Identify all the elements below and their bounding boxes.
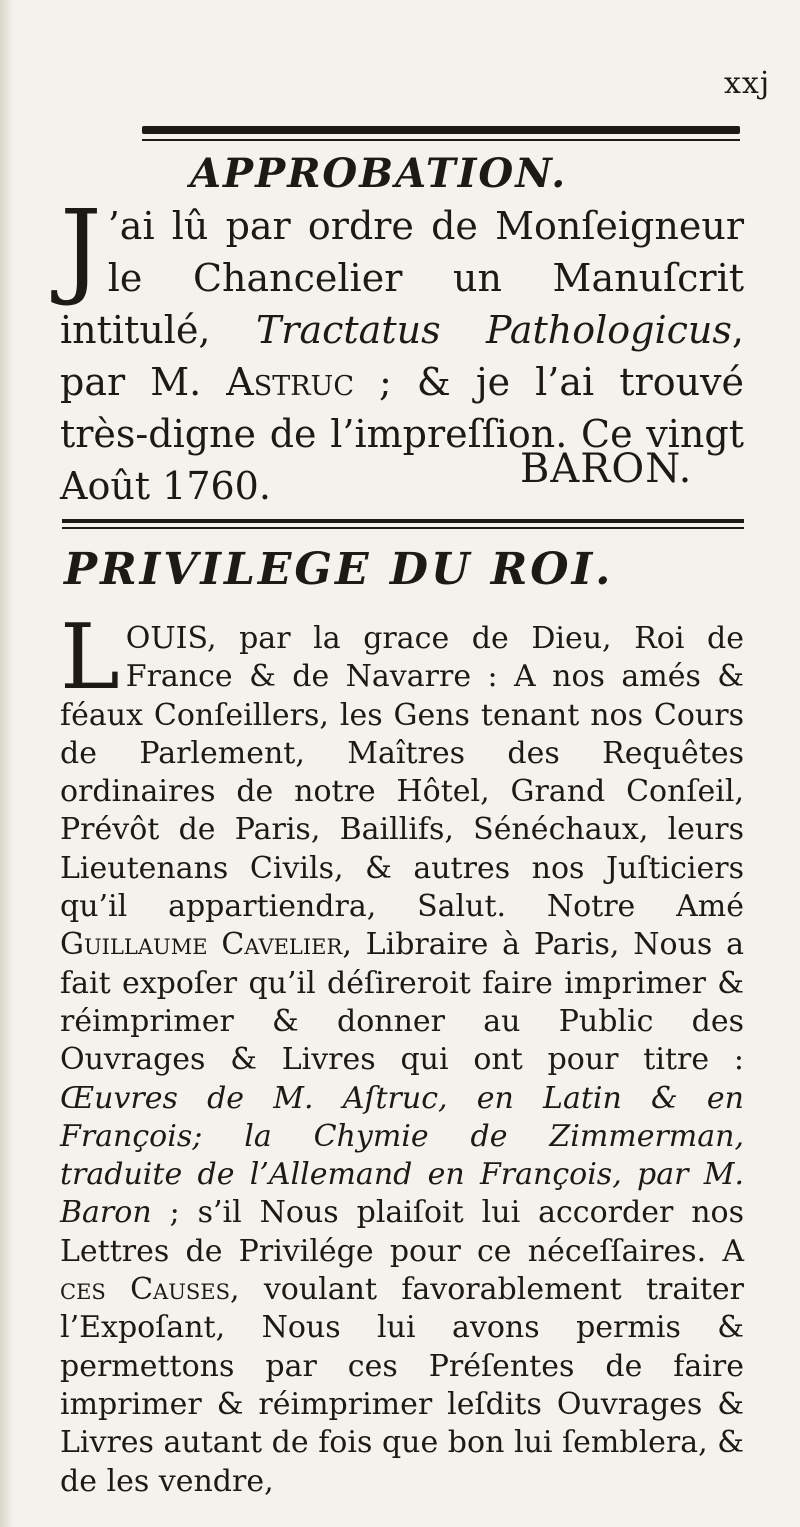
privilege-text (60, 605, 744, 1501)
header-rule-thick (142, 126, 740, 134)
causes-text: ces Causes (60, 1272, 230, 1308)
bookseller-name: Guillaume Cavelier (60, 927, 343, 963)
privilege-dropcap: L (60, 605, 120, 710)
author-name: Astruc (226, 360, 354, 404)
page-number: xxj (724, 66, 771, 101)
privilege-p1: OUIS, par la grace de Dieu, Roi de France & de Navarre : A nos amés & féaux Conſeillers, les Gens tenant nos Cours de Parlement, Maîtres des Requêtes ordinaires de notre Hôtel, Grand Conſeil, Prévôt de Paris, Baillifs, Sénéchaux, leurs Lieutenans Civils, & autres nos Juſticiers qu’il appartiendra, Salut. Notre Amé (60, 621, 744, 925)
approbation-title: APPROBATION. (190, 150, 568, 197)
approbation-line3: ; & je l’ai trouvé très-digne de l’impreſſion. Ce vingt Août 1760. (60, 360, 745, 508)
works-title: Œuvres de M. Aſtruc, en Latin & en François; la Chymie de Zimmerman, traduite de l’Allemand en François, par M. Baron (60, 1080, 744, 1231)
privilege-p3: ; s’il Nous plaiſoit lui accorder nos Lettres de Privilége pour ce néceſſaires. A (60, 1195, 744, 1269)
approbation-line2: , par M. (60, 308, 744, 404)
privilege-p4: , voulant favorablement traiter l’Expoſant, Nous lui avons permis & permettons par ces Préſentes de faire imprimer & réimprimer leſdits Ouvrages & Livres autant de fois que bon lui ſemblera, & de les vendre, (60, 1272, 744, 1499)
work-title: Tractatus Pathologicus (255, 308, 732, 352)
privilege-p2: , Libraire à Paris, Nous a fait expoſer qu’il déſireroit faire imprimer & réimprimer & donner au Public des Ouvrages & Livres qui ont pour titre : (60, 927, 744, 1078)
privilege-title: PRIVILEGE DU ROI. (64, 544, 614, 595)
section-rule-thin (62, 527, 744, 529)
header-rule-thin (142, 139, 740, 141)
section-rule-thick (62, 519, 744, 523)
approbation-dropcap: J (60, 187, 102, 309)
page-edge (0, 0, 14, 1527)
approbation-line1: ’ai lû par ordre de Monſeigneur le Chancelier un Manuſcrit intitulé, (60, 204, 744, 352)
signature: BARON. (520, 446, 693, 492)
